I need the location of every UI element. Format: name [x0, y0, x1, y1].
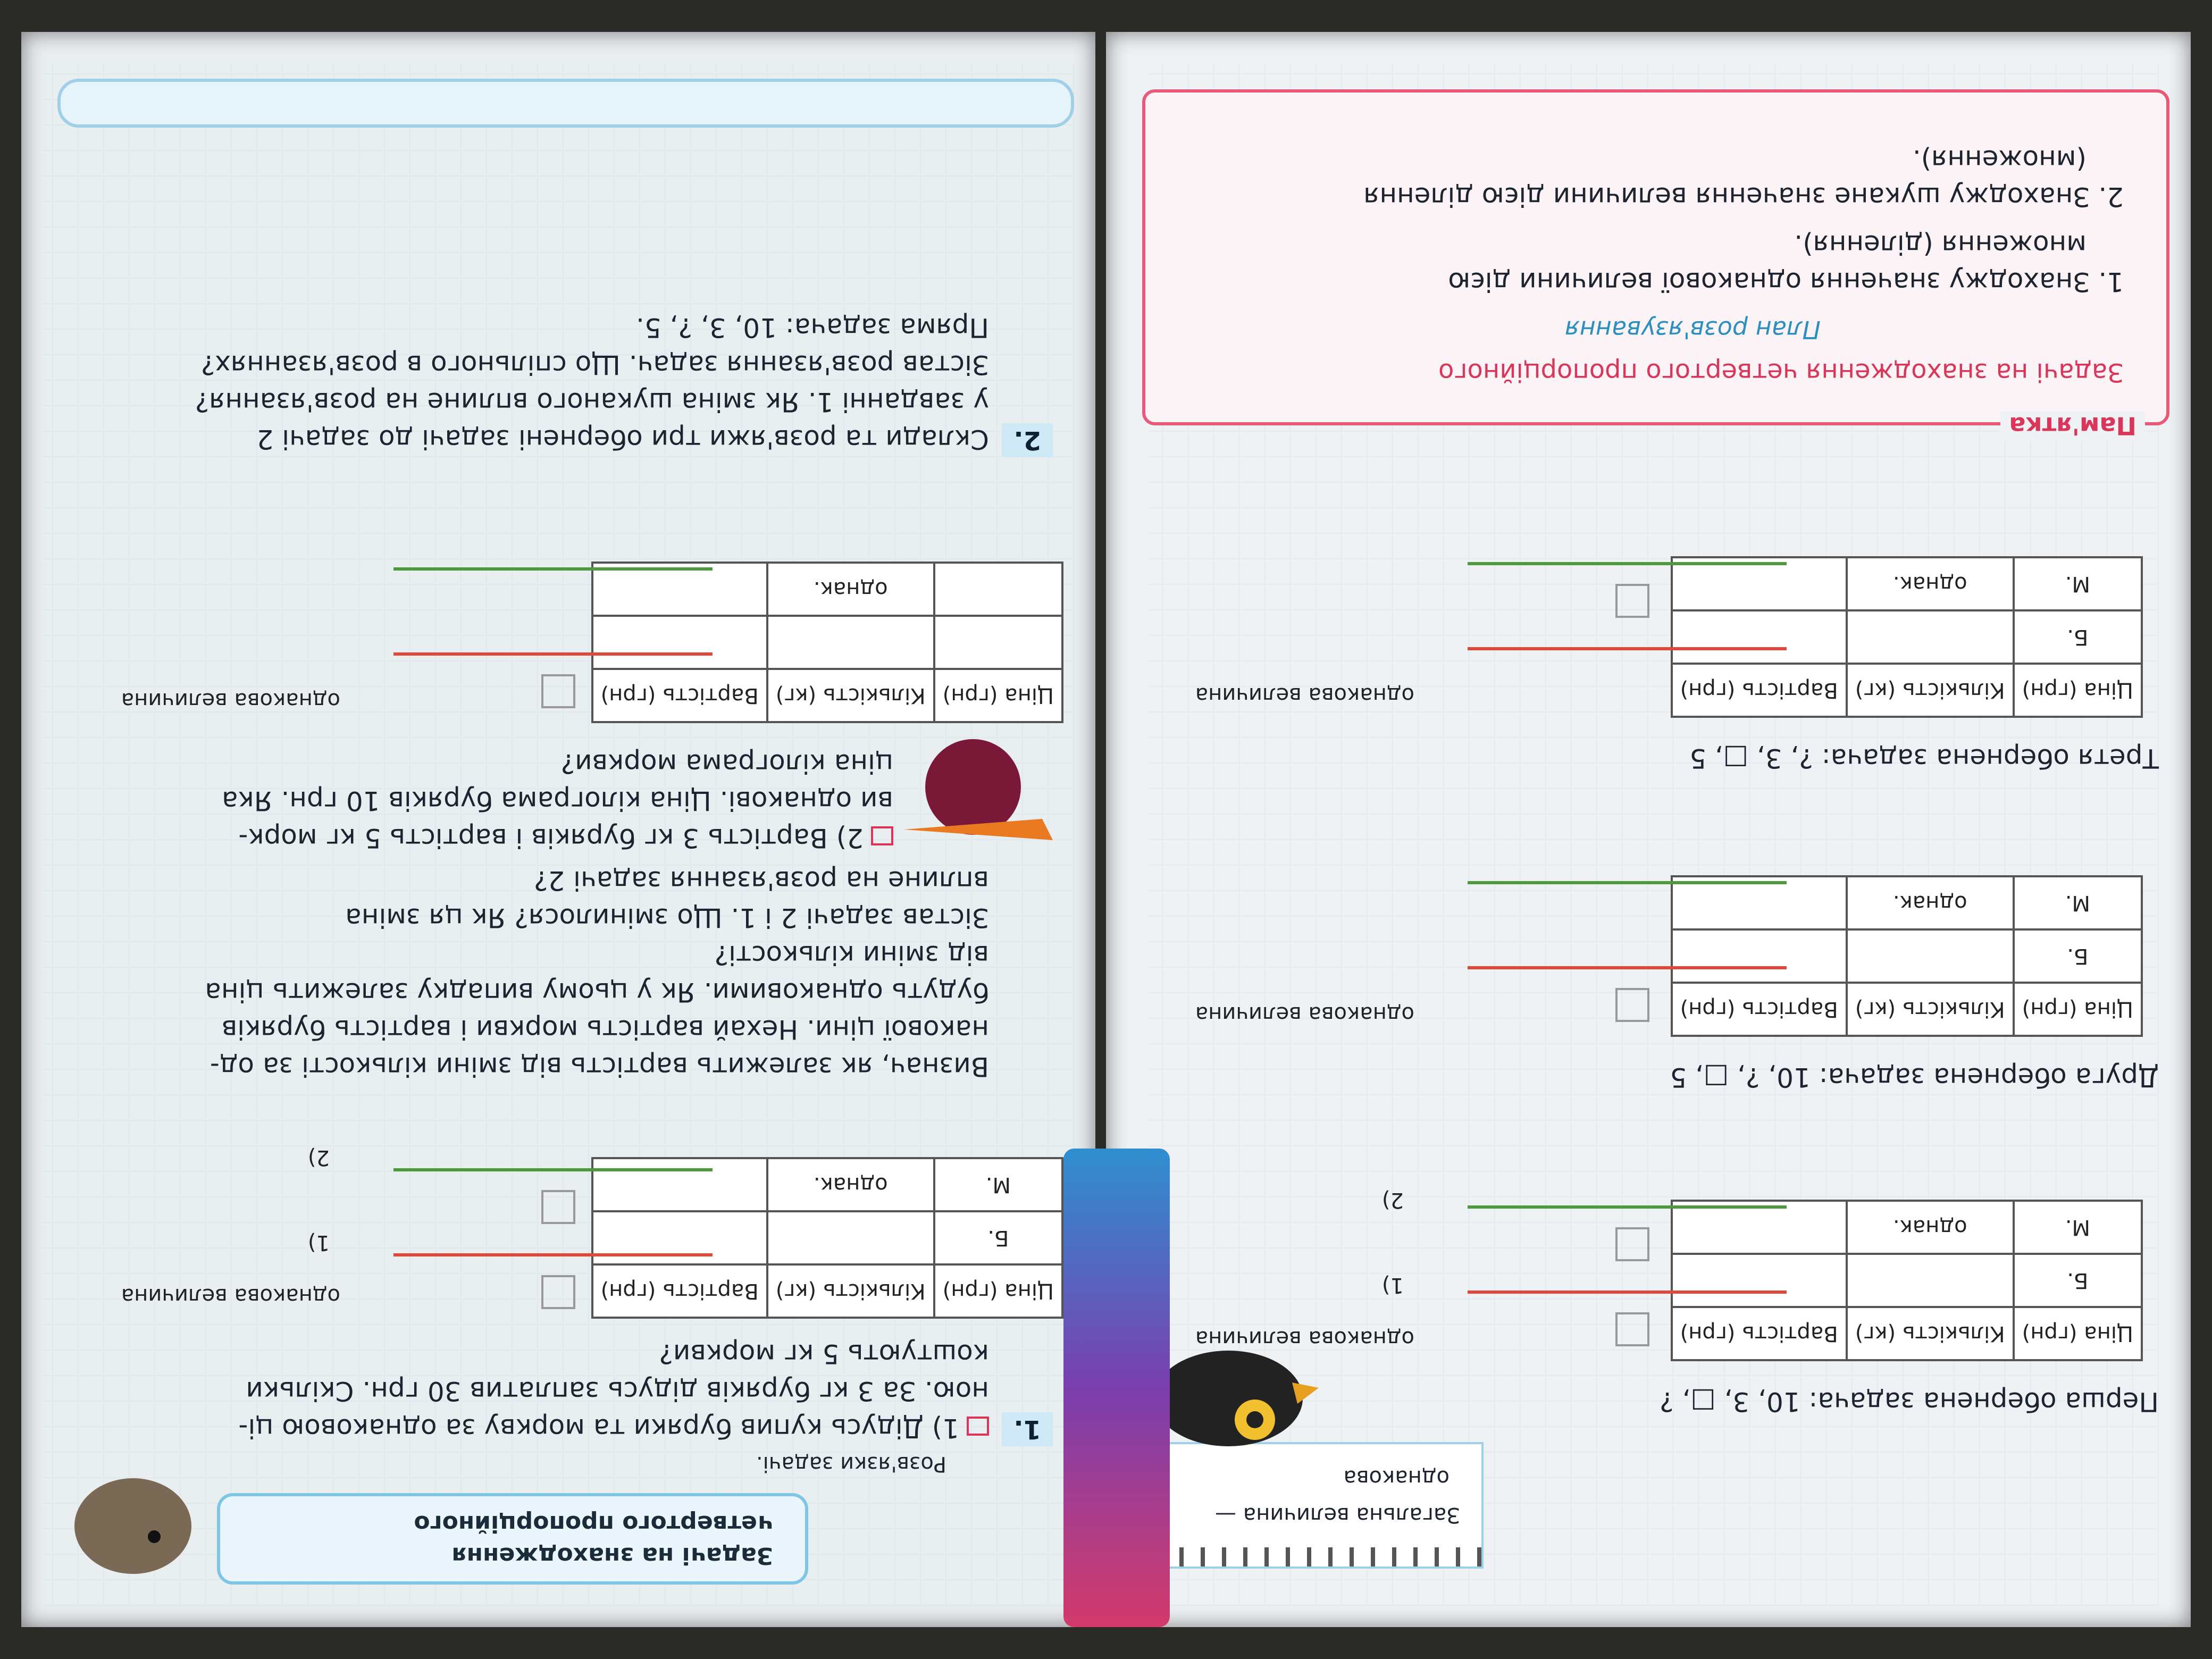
row-label-beets: Б. [2014, 610, 2142, 664]
hedgehog-illustration [64, 1468, 202, 1595]
page-left [1106, 32, 2191, 1627]
task-2-line-3: Зістав розв'язання задач. Що спільного в розв'язаннях? [200, 349, 989, 380]
header-price: Ціна (грн) [934, 1264, 1062, 1318]
scheme-3 [1425, 521, 1808, 723]
header-quantity: Кількість (кг) [1847, 664, 2014, 717]
memo-subtitle: План розв'язування [1565, 315, 1821, 344]
row-label-beets: Б. [2014, 1254, 2142, 1307]
task-2-line-4: Пряма задача: 10, 3, ?, 5. [635, 312, 989, 343]
memo-item-2-line-2: (множення). [1912, 144, 2087, 175]
header-quantity: Кількість (кг) [767, 1264, 934, 1318]
row-label-carrots: М. [934, 1158, 1062, 1211]
note-title: Загальна величина — [1215, 1503, 1460, 1527]
scheme-num-2: 2) [1381, 1188, 1404, 1212]
header-quantity: Кількість (кг) [767, 669, 934, 722]
scheme-2 [1425, 840, 1808, 1042]
task-1-line-2: ною. За 3 кг буряків дідусь заплатив 30 грн. Скільки [246, 1376, 989, 1406]
scheme-label: однакова величина [121, 688, 340, 713]
page-footer-bar [57, 79, 1074, 128]
memo-item-1-line-2: множення (ділення). [1794, 229, 2087, 260]
task-1-line-1: 1) Дідусь купив буряки та моркву за однаковою ці- [238, 1410, 989, 1446]
intro-text: Розв'язки задачі. [756, 1452, 946, 1476]
task-1c-line-3: ціна кілограма моркви? [560, 748, 893, 779]
task-1c-line-1: 2) Вартість 3 кг буряків і вартість 5 кг морк- [238, 820, 893, 856]
page-right [21, 32, 1095, 1627]
same-label: однак. [767, 563, 934, 616]
row-label-carrots: М. [2014, 1201, 2142, 1254]
memo-title: Задачі на знаходження четвертого пропорційного [1438, 357, 2124, 387]
task-1-scheme [351, 1127, 734, 1329]
header-price: Ціна (грн) [934, 669, 1062, 722]
lesson-title-box [217, 1493, 808, 1585]
checkbox-icon[interactable] [967, 1417, 989, 1436]
task-2-number: 2. [1002, 423, 1053, 457]
task-1b-line-5: Зістав задачі 2 і 1. Що змінилося? Як ця зміна [345, 902, 989, 933]
task-1b-line-3: будуть однаковими. Як у цьому випадку залежить ціна [205, 977, 989, 1008]
scheme-label: однакова величина [121, 1284, 340, 1308]
task-1-number: 1. [1002, 1412, 1053, 1446]
memo-box [1142, 89, 2169, 440]
same-label: однак. [1847, 1201, 2014, 1254]
header-cost: Вартість (грн) [1672, 1307, 1847, 1360]
memo-heading: Пам'ятка [2000, 412, 2145, 440]
task-1-line-3: коштують 5 кг моркви? [659, 1338, 989, 1369]
task-1b-line-1: Визнач, як залежить вартість від зміни кількості за од- [210, 1051, 989, 1082]
checkbox-icon[interactable] [871, 827, 893, 846]
note-value: однакова [1343, 1465, 1449, 1490]
scheme-label: однакова величина [1195, 1002, 1414, 1026]
same-label: однак. [1847, 876, 2014, 929]
row-label-carrots: М. [2014, 876, 2142, 929]
scheme-label: однакова величина [1195, 1326, 1414, 1351]
bookmark [1063, 1149, 1170, 1627]
scheme-num-1: 1) [1381, 1273, 1404, 1297]
header-cost: Вартість (грн) [592, 1264, 767, 1318]
scheme-num-2: 2) [307, 1145, 330, 1170]
lesson-title-line-1: Задачі на знаходження [451, 1542, 773, 1569]
inverse-task-2: Друга обернена задача: 10, ?, □, 5 [1670, 1062, 2159, 1093]
beet-and-carrot-illustration [893, 728, 1063, 867]
header-price: Ціна (грн) [2014, 1307, 2142, 1360]
same-label: однак. [1847, 557, 2014, 610]
row-label-beets: Б. [934, 1211, 1062, 1264]
header-cost: Вартість (грн) [1672, 983, 1847, 1036]
row-label-beets: Б. [2014, 929, 2142, 983]
task-1c-line-2: ви однакові. Ціна кілограма буряків 10 грн. Яка [221, 785, 893, 816]
scheme-1 [1425, 1164, 1808, 1367]
inverse-task-3: Третя обернена задача: ?, 3, □, 5 [1689, 743, 2159, 774]
scheme-label: однакова величина [1195, 683, 1414, 707]
row-label-carrots: М. [2014, 557, 2142, 610]
scheme-num-1: 1) [307, 1230, 330, 1255]
task-1b-line-6: вплине на розв'язання задачі 2? [533, 865, 989, 896]
header-quantity: Кількість (кг) [1847, 1307, 2014, 1360]
memo-item-2-line-1: 2. Знаходжу шукане значення величини дією ділення [1363, 181, 2124, 212]
inverse-task-1: Перша обернена задача: 10, 3, □, ? [1660, 1386, 2159, 1417]
spiral-binding [1141, 1547, 1481, 1566]
task-1c-scheme [351, 526, 734, 728]
task-1b-line-4: від зміни кількості? [714, 940, 989, 970]
memo-item-1-line-1: 1. Знаходжу значення однакової величини дією [1448, 266, 2124, 297]
header-price: Ціна (грн) [2014, 983, 2142, 1036]
task-2-line-2: у завданні 1. Як зміна шуканого вплине на розв'язання? [195, 387, 989, 417]
header-cost: Вартість (грн) [592, 669, 767, 722]
header-cost: Вартість (грн) [1672, 664, 1847, 717]
lesson-title-line-2: четвертого пропорційного [414, 1510, 773, 1537]
task-2-line-1: Склади та розв'яжи три обернені задачі до задачі 2 [256, 424, 989, 455]
task-1b-line-2: накової ціни. Нехай вартість моркви і вартість буряків [221, 1014, 989, 1045]
header-quantity: Кількість (кг) [1847, 983, 2014, 1036]
header-price: Ціна (грн) [2014, 664, 2142, 717]
same-label: однак. [767, 1158, 934, 1211]
